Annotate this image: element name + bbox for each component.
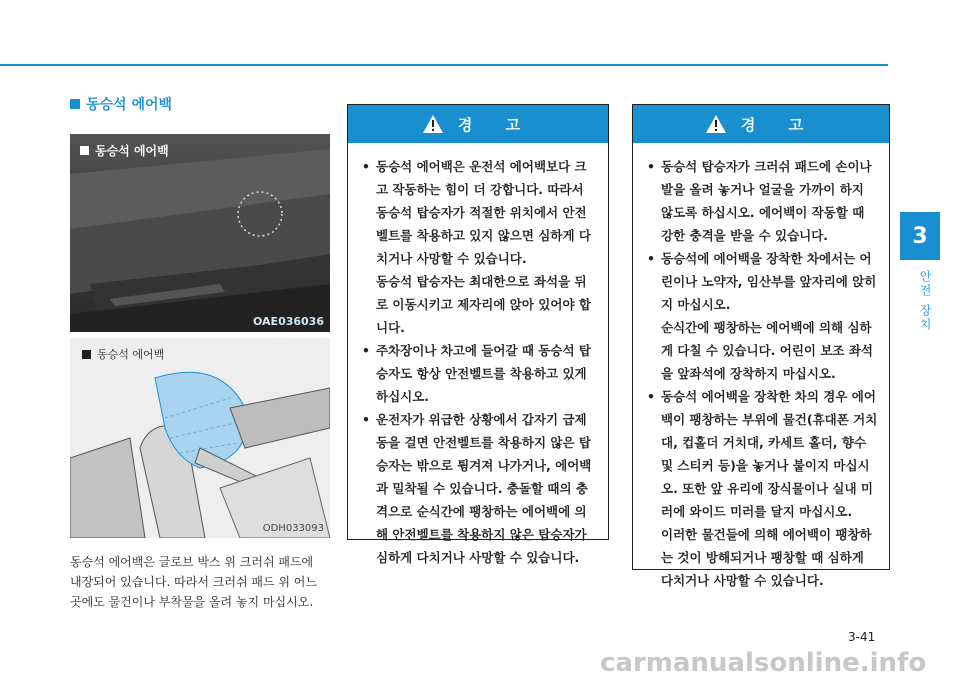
body-line: 내장되어 있습니다. 따라서 크러쉬 패드 위 어느	[70, 575, 317, 589]
dashboard-illustration	[70, 134, 330, 332]
warning-triangle-icon	[705, 114, 727, 134]
figure1-code: OAE036036	[252, 315, 324, 328]
figure1-caption-text: 동승석 에어백	[95, 144, 169, 158]
warning-item	[647, 247, 879, 385]
airbag-illustration	[70, 338, 330, 538]
warning-item	[362, 339, 598, 408]
warning-list	[348, 143, 608, 569]
heading-square-icon	[70, 99, 80, 109]
warning-box-1	[347, 104, 609, 565]
page-number: 3-41	[848, 630, 876, 644]
warning-item-sub: 순식간에 팽창하는 에어백에 의해 심하게 다칠 수 있습니다. 어린이 보조 좌석을 앞좌석에 장착하지 마십시오.	[661, 320, 873, 381]
passenger-airbag-drawing	[70, 338, 330, 538]
section-heading	[70, 94, 172, 114]
warning-item-text: 운전자가 위급한 상황에서 갑자기 급제동을 걸면 안전벨트를 착용하지 않은 탑승자는 밖으로 튕겨져 나가거나, 에어백과 밀착될 수 있습니다. 충돌할 때의 충격으로 순식간에 팽창하는 에어백에 의해 안전벨트를 착용하지 않은 탑승자가 심하게 다치거나 사망할 수 있습니다.	[376, 412, 592, 565]
warning-triangle-icon	[422, 114, 444, 134]
top-rule	[0, 64, 888, 66]
warning-box-2	[632, 104, 890, 588]
warning-item	[362, 408, 598, 569]
figure2-caption-text: 동승석 에어백	[97, 348, 165, 361]
warning-item-text: 동승석 에어백을 장착한 차의 경우 에어백이 팽창하는 부위에 물건(휴대폰 거치대, 컵홀더 거치대, 카세트 홀더, 향수 및 스티커 등)을 놓거나 붙이지 마십시오. 또한 앞 유리에 장식물이나 실내 미러에 와이드 미러를 달지 마십시오.	[661, 389, 878, 519]
figure2-caption	[82, 346, 164, 362]
warning-item-text: 동승석 에어백은 운전석 에어백보다 크고 작동하는 힘이 더 강합니다. 따라서 동승석 탑승자가 적절한 위치에서 안전벨트를 착용하고 있지 않으면 심하게 다치거나 사망할 수 있습니다.	[376, 159, 591, 266]
warning-item-text: 주차장이나 차고에 들어갈 때 동승석 탑승자도 항상 안전벨트를 착용하고 있게 하십시오.	[376, 343, 591, 404]
dashboard-photo	[70, 134, 330, 332]
watermark: carmanualsonline.info	[600, 648, 927, 678]
figure1-caption	[80, 142, 169, 159]
chapter-title: 안전 장치	[918, 270, 932, 332]
warning-item	[362, 155, 598, 339]
chapter-tab: 3	[900, 212, 940, 260]
warning-item	[647, 155, 879, 247]
body-line: 곳에도 물건이나 부착물을 올려 놓지 마십시오.	[70, 595, 314, 609]
body-paragraph	[70, 552, 335, 612]
warning-item-sub: 이러한 물건들에 의해 에어백이 팽창하는 것이 방해되거나 팽창할 때 심하게 다치거나 사망할 수 있습니다.	[661, 527, 872, 588]
warning-list	[633, 143, 889, 592]
section-heading-text: 동승석 에어백	[86, 97, 173, 113]
caption-square-icon	[80, 146, 89, 155]
warning-item-text: 동승석에 에어백을 장착한 차에서는 어린이나 노약자, 임산부를 앞자리에 앉히지 마십시오.	[661, 251, 877, 312]
warning-header	[633, 105, 889, 143]
warning-item-text: 동승석 탑승자가 크러쉬 패드에 손이나 발을 올려 놓거나 얼굴을 가까이 하지 않도록 하십시오. 에어백이 작동할 때 강한 충격을 받을 수 있습니다.	[661, 159, 872, 243]
figure2-code: ODH033093	[262, 523, 324, 534]
warning-title: 경 고	[457, 115, 535, 134]
warning-item-sub: 동승석 탑승자는 최대한으로 좌석을 뒤로 이동시키고 제자리에 앉아 있어야 합니다.	[376, 274, 591, 335]
warning-header	[348, 105, 608, 143]
warning-title: 경 고	[740, 115, 818, 134]
warning-item	[647, 385, 879, 592]
body-line: 동승석 에어백은 글로브 박스 위 크러쉬 패드에	[70, 555, 314, 569]
caption-square-icon	[82, 350, 91, 359]
